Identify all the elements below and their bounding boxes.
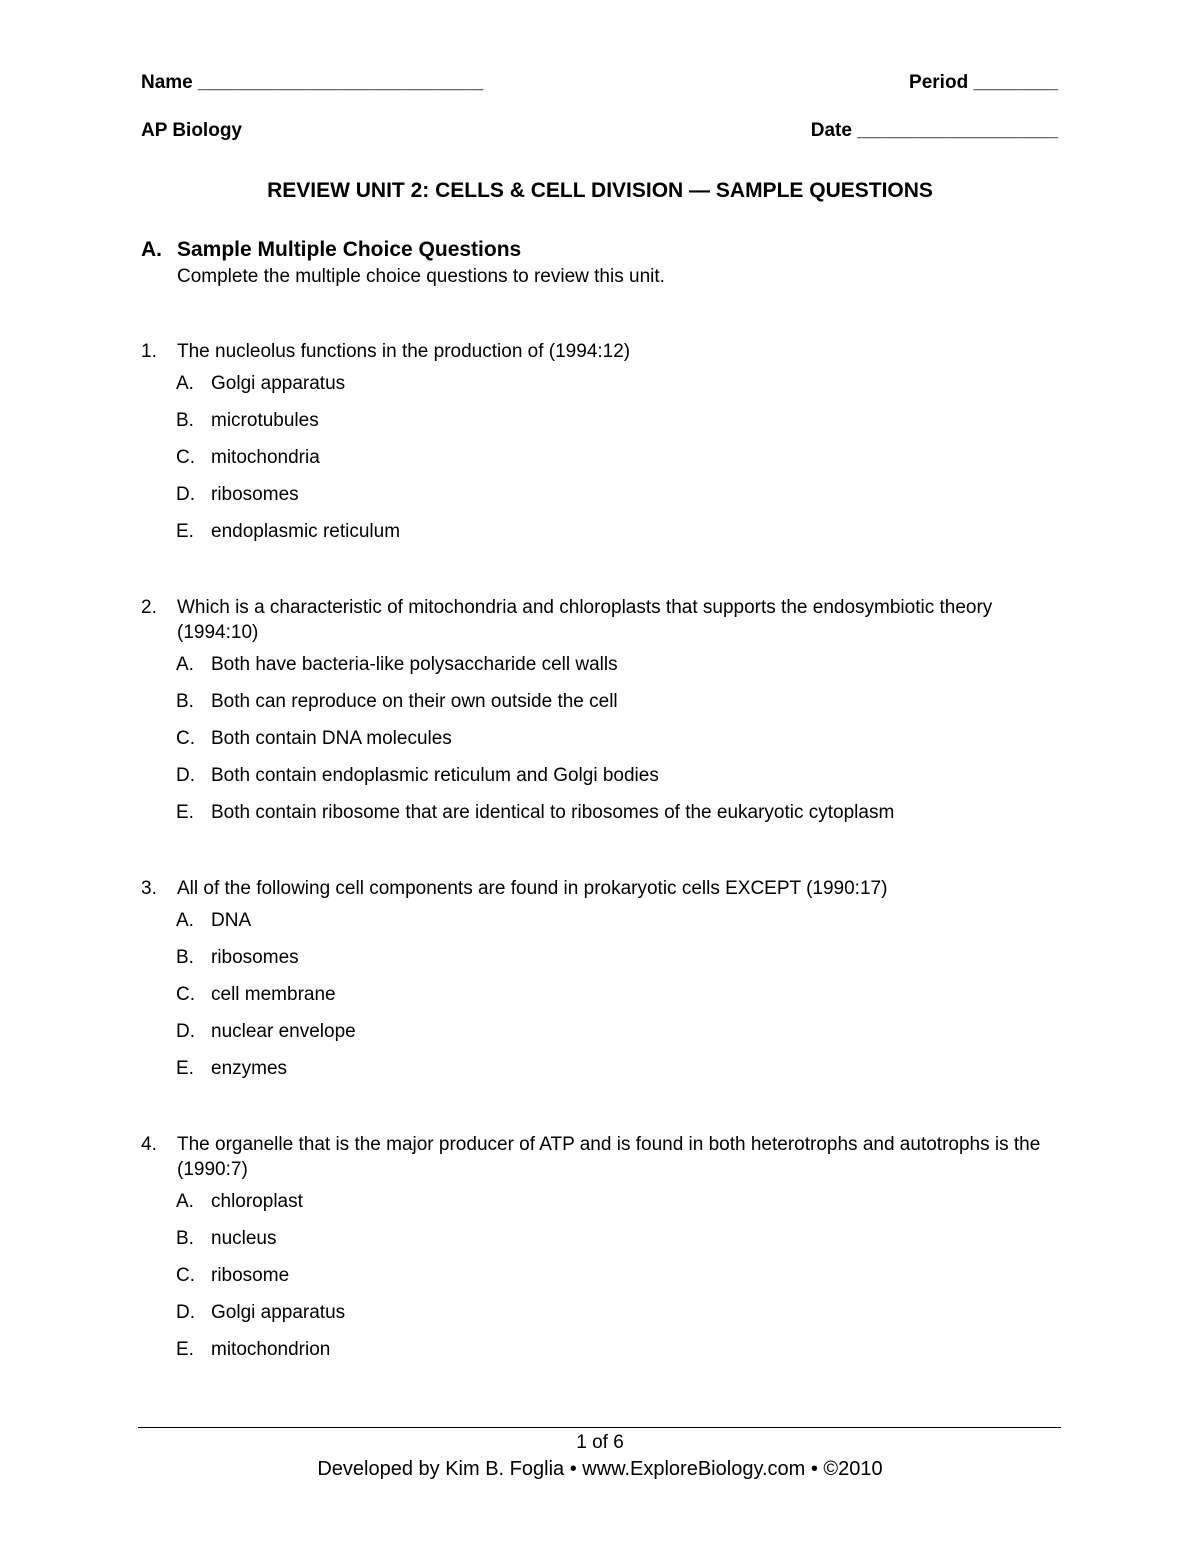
answer-option[interactable] (141, 1058, 1061, 1095)
option-text: ribosomes (211, 484, 299, 505)
answer-option[interactable] (141, 691, 1061, 728)
question-text: Which is a characteristic of mitochondria and chloroplasts that supports the endosymbiotic theory (1994:10) (177, 597, 993, 643)
option-letter: D. (176, 765, 195, 786)
option-letter: C. (176, 447, 195, 468)
question-stem (141, 339, 1061, 364)
option-text: cell membrane (211, 984, 336, 1005)
answer-option[interactable] (141, 1339, 1061, 1376)
answer-option[interactable] (141, 654, 1061, 691)
option-text: Both contain DNA molecules (211, 728, 452, 749)
option-letter: E. (176, 1339, 194, 1360)
section-title: Sample Multiple Choice Questions (177, 238, 522, 261)
option-text: nucleus (211, 1228, 277, 1249)
answer-option[interactable] (141, 1021, 1061, 1058)
option-letter: C. (176, 728, 195, 749)
page-title: REVIEW UNIT 2: CELLS & CELL DIVISION — SAMPLE QUESTIONS (267, 179, 933, 202)
option-text: Both contain endoplasmic reticulum and Golgi bodies (211, 765, 659, 786)
answer-option[interactable] (141, 410, 1061, 447)
option-text: nuclear envelope (211, 1021, 356, 1042)
option-text: enzymes (211, 1058, 288, 1079)
option-letter: A. (176, 1191, 194, 1212)
option-letter: A. (176, 373, 194, 394)
answer-option[interactable] (141, 1228, 1061, 1265)
question-1 (141, 339, 1061, 558)
option-text: ribosome (211, 1265, 290, 1286)
option-letter: D. (176, 484, 195, 505)
answer-option[interactable] (141, 373, 1061, 410)
option-letter: B. (176, 947, 194, 968)
section-instructions: Complete the multiple choice questions to review this unit. (177, 266, 665, 287)
footer-divider (138, 1427, 1061, 1428)
question-number: 4. (141, 1134, 157, 1155)
option-text: DNA (211, 910, 252, 931)
answer-option[interactable] (141, 484, 1061, 521)
option-letter: D. (176, 1021, 195, 1042)
option-text: Both contain ribosome that are identical to ribosomes of the eukaryotic cytoplasm (211, 802, 895, 823)
option-text: chloroplast (211, 1191, 303, 1212)
option-letter: D. (176, 1302, 195, 1323)
section-heading (141, 238, 521, 262)
answer-option[interactable] (141, 947, 1061, 984)
option-letter: E. (176, 521, 194, 542)
option-text: mitochondria (211, 447, 320, 468)
option-letter: A. (176, 910, 194, 931)
option-text: microtubules (211, 410, 319, 431)
option-text: Both can reproduce on their own outside the cell (211, 691, 618, 712)
answer-option[interactable] (141, 728, 1061, 765)
option-text: mitochondrion (211, 1339, 331, 1360)
course-label: AP Biology (141, 120, 242, 141)
answer-option[interactable] (141, 910, 1061, 947)
question-number: 2. (141, 597, 157, 618)
answer-option[interactable] (141, 447, 1061, 484)
footer-credit: Developed by Kim B. Foglia • www.ExploreBiology.com • ©2010 (317, 1458, 883, 1480)
answer-option[interactable] (141, 765, 1061, 802)
answer-option[interactable] (141, 1302, 1061, 1339)
question-number: 3. (141, 878, 157, 899)
question-stem (141, 595, 1061, 645)
question-3 (141, 876, 1061, 1095)
option-letter: A. (176, 654, 194, 675)
option-text: Golgi apparatus (211, 1302, 346, 1323)
name-field[interactable]: Name ___________________________ (141, 72, 484, 93)
option-letter: C. (176, 984, 195, 1005)
question-text: The nucleolus functions in the production of (1994:12) (177, 341, 631, 362)
option-text: Both have bacteria-like polysaccharide cell walls (211, 654, 618, 675)
question-text: The organelle that is the major producer of ATP and is found in both heterotrophs and autotrophs is the (1990:7) (177, 1134, 1041, 1180)
question-text: All of the following cell components are found in prokaryotic cells EXCEPT (1990:17) (177, 878, 888, 899)
question-2 (141, 595, 1061, 839)
answer-option[interactable] (141, 1191, 1061, 1228)
option-letter: E. (176, 802, 194, 823)
option-letter: C. (176, 1265, 195, 1286)
option-letter: B. (176, 691, 194, 712)
answer-option[interactable] (141, 521, 1061, 558)
question-number: 1. (141, 341, 157, 362)
answer-option[interactable] (141, 1265, 1061, 1302)
question-stem (141, 1132, 1061, 1182)
answer-option[interactable] (141, 984, 1061, 1021)
date-field[interactable]: Date ___________________ (810, 120, 1058, 141)
option-text: ribosomes (211, 947, 299, 968)
period-field[interactable]: Period ________ (909, 72, 1058, 93)
question-4 (141, 1132, 1061, 1376)
section-letter: A. (141, 238, 162, 261)
question-stem (141, 876, 1061, 901)
option-letter: B. (176, 1228, 194, 1249)
option-text: Golgi apparatus (211, 373, 346, 394)
page-number: 1 of 6 (576, 1432, 624, 1453)
option-letter: B. (176, 410, 194, 431)
answer-option[interactable] (141, 802, 1061, 839)
option-letter: E. (176, 1058, 194, 1079)
option-text: endoplasmic reticulum (211, 521, 401, 542)
